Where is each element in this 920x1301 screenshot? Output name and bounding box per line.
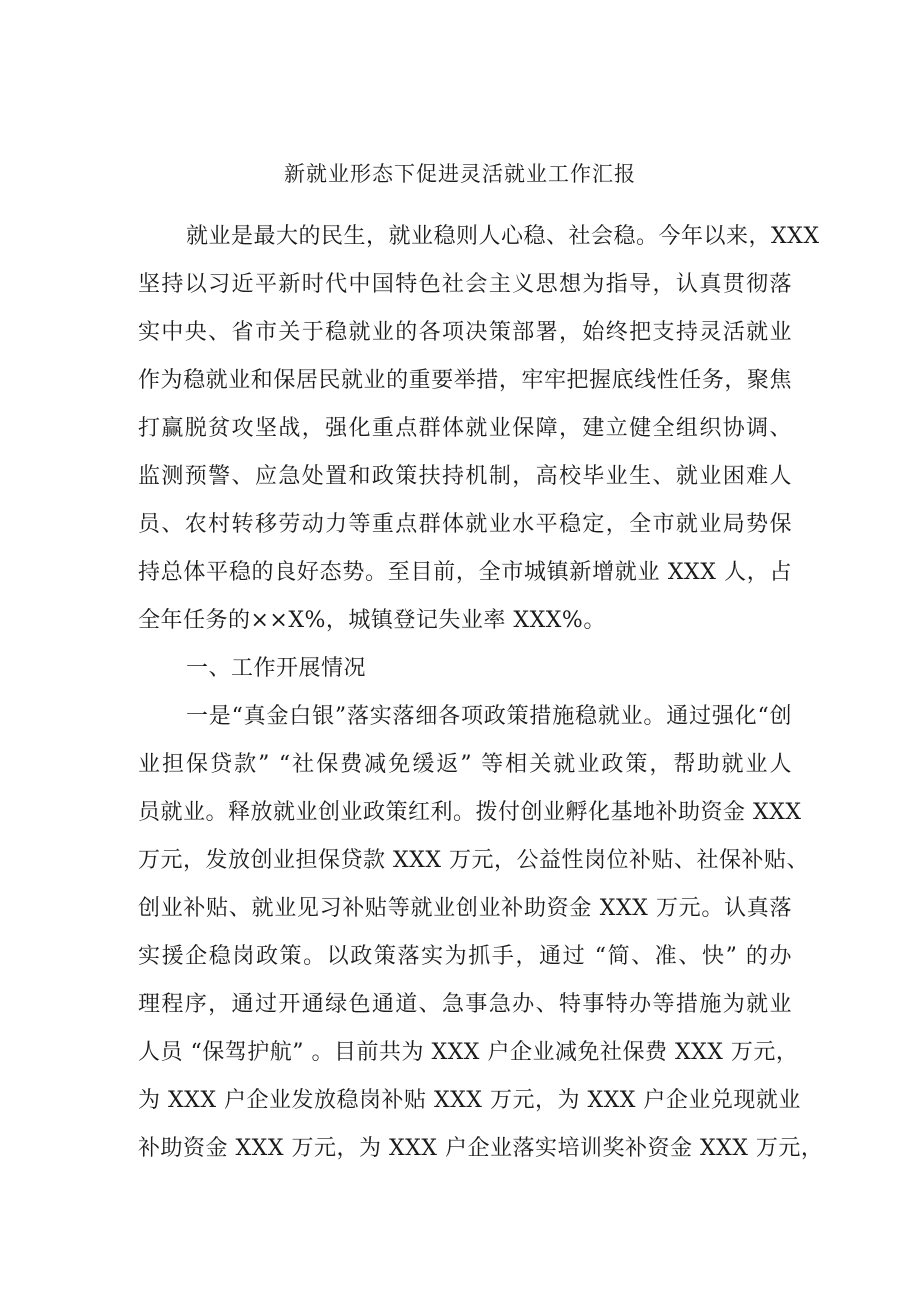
document-title: 新就业形态下促进灵活就业工作汇报 (284, 162, 636, 186)
section-heading: 一、工作开展情况 (186, 656, 367, 681)
paragraph-line: 为 XXX 户企业发放稳岗补贴 XXX 万元，为 XXX 户企业兑现就业 (138, 1088, 801, 1113)
paragraph-line: 万元，发放创业担保贷款 XXX 万元，公益性岗位补贴、社保补贴、 (138, 848, 809, 873)
paragraph-line: 监测预警、应急处置和政策扶持机制，高校毕业生、就业困难人 (138, 464, 792, 489)
paragraph-line: 打赢脱贫攻坚战，强化重点群体就业保障，建立健全组织协调、 (138, 416, 792, 441)
paragraph-line: 员、农村转移劳动力等重点群体就业水平稳定，全市就业局势保 (138, 512, 792, 537)
paragraph-line: 实援企稳岗政策。以政策落实为抓手，通过 “简、准、快” 的办 (138, 944, 792, 969)
paragraph-line: 理程序，通过开通绿色通道、急事急办、特事特办等措施为就业 (138, 992, 792, 1017)
paragraph-line: 创业补贴、就业见习补贴等就业创业补助资金 XXX 万元。认真落 (138, 896, 792, 921)
paragraph-line: 补助资金 XXX 万元，为 XXX 户企业落实培训奖补资金 XXX 万元， (138, 1136, 824, 1161)
paragraph-line: 作为稳就业和保居民就业的重要举措，牢牢把握底线性任务，聚焦 (138, 368, 792, 393)
paragraph-line: 一是“真金白银”落实落细各项政策措施稳就业。通过强化“创 (186, 704, 792, 729)
paragraph-line: 就业是最大的民生，就业稳则人心稳、社会稳。今年以来，XXX (186, 224, 820, 249)
paragraph-line: 人员 “保驾护航” 。目前共为 XXX 户企业减免社保费 XXX 万元， (138, 1040, 799, 1065)
paragraph-line: 持总体平稳的良好态势。至目前，全市城镇新增就业 XXX 人，占 (138, 560, 792, 585)
paragraph-line: 业担保贷款” “社保费减免缓返” 等相关就业政策，帮助就业人 (138, 752, 792, 777)
paragraph-line: 全年任务的××X%，城镇登记失业率 XXX%。 (138, 608, 606, 633)
paragraph-line: 员就业。释放就业创业政策红利。拨付创业孵化基地补助资金 XXX (138, 800, 802, 825)
paragraph-line: 实中央、省市关于稳就业的各项决策部署，始终把支持灵活就业 (138, 320, 792, 345)
paragraph-line: 坚持以习近平新时代中国特色社会主义思想为指导，认真贯彻落 (138, 272, 792, 297)
